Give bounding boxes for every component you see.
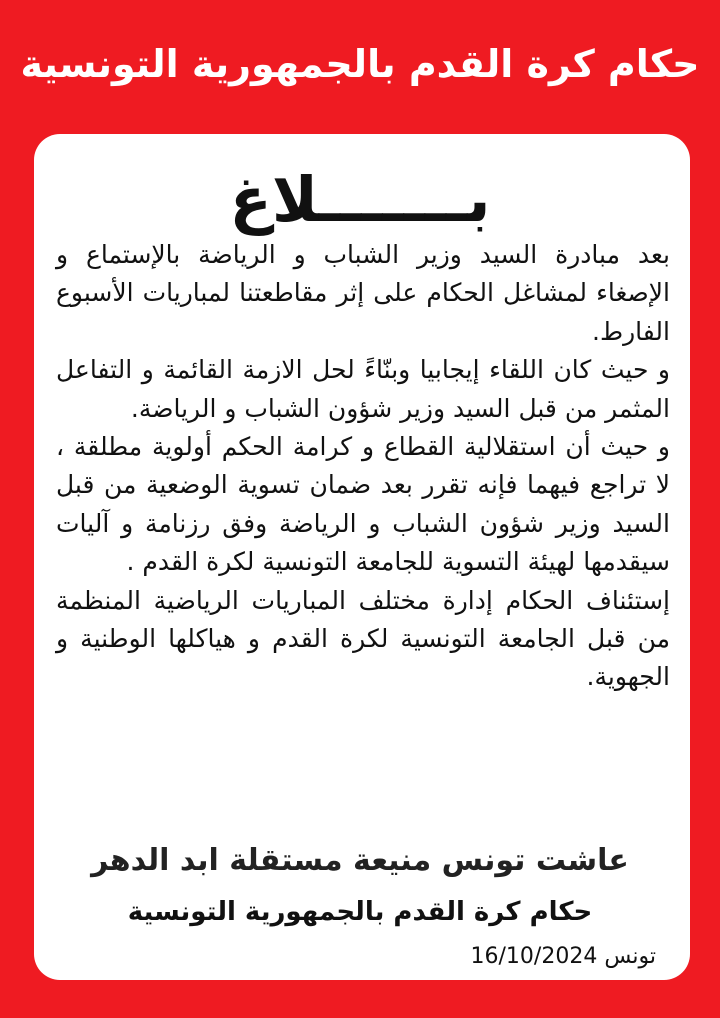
header-title: حكام كرة القدم بالجمهورية التونسية (20, 42, 700, 86)
notice-body (56, 236, 670, 697)
signature: حكام كرة القدم بالجمهورية التونسية (127, 897, 593, 927)
closing-slogan: عاشت تونس منيعة مستقلة ابد الدهر (91, 843, 629, 878)
place-date (471, 940, 656, 974)
place: تونس (604, 944, 656, 969)
notice-title: بـــــــلاغ (229, 163, 491, 236)
notice-paragraph: و حيث أن استقلالية القطاع و كرامة الحكم أولوية مطلقة ، لا تراجع فيهما فإنه تقرر بعد ضمان تسوية الوضعية من قبل السيد وزير شؤون الشباب و الرياضة وفق رزنامة و آليات سيقدمها لهيئة التسوية للجامعة التونسية لكرة القدم . (56, 432, 670, 577)
notice-paragraph: بعد مبادرة السيد وزير الشباب و الرياضة بالإستماع و الإصغاء لمشاغل الحكام على إثر مقاطعتنا لمباريات الأسبوع الفارط. (56, 240, 670, 346)
notice-paragraph: إستئناف الحكام إدارة مختلف المباريات الرياضية المنظمة من قبل الجامعة التونسية لكرة القدم و هياكلها الوطنية و الجهوية. (56, 585, 670, 692)
date: 16/10/2024 (470, 944, 598, 969)
notice-paragraph: و حيث كان اللقاء إيجابيا وبنّاءً لحل الازمة القائمة و التفاعل المثمر من قبل السيد وزير شؤون الشباب و الرياضة. (56, 355, 670, 423)
